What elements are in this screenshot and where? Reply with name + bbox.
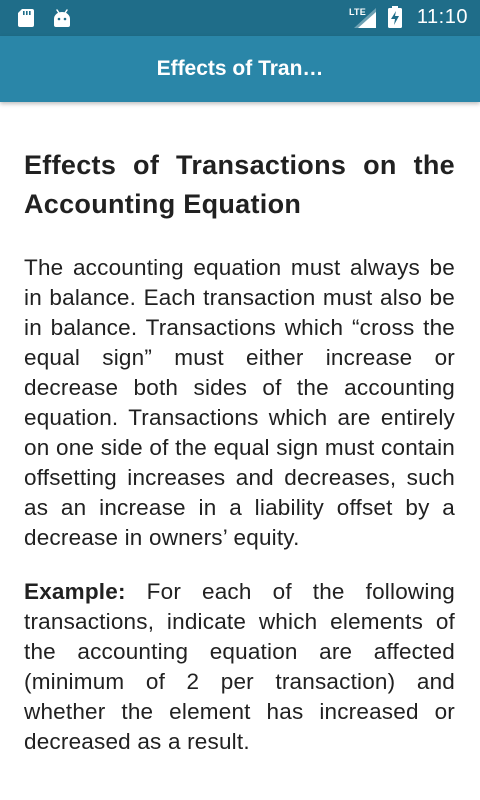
example-text: For each of the following transactions, indicate which elements of the accounting equation are affected (minimum of 2 per transaction) and whether the element has increased or decreased as a result. — [24, 579, 455, 754]
example-label: Example: — [24, 579, 126, 604]
article-heading: Effects of Transactions on the Accounting Equation — [24, 150, 455, 219]
status-clock: 11:10 — [416, 6, 468, 28]
article-content — [24, 146, 455, 757]
android-icon — [52, 8, 72, 28]
article-paragraph-example — [24, 577, 455, 757]
signal-icon — [354, 8, 376, 28]
sd-card-icon — [16, 8, 36, 28]
article-paragraph-balance: The accounting equation must always be in balance. Each transaction must also be in balance. Transactions which “cross the equal sign” must either increase or decrease both sides of the accounting equation. Transactions which are entirely on one side of the equal sign must contain offsetting increases and decreases, such as an increase in a liability offset by a decrease in owners’ equity. — [24, 255, 455, 550]
app-bar — [0, 36, 480, 102]
status-bar — [0, 0, 480, 36]
app-bar-title: Effects of Tran… — [156, 57, 324, 80]
network-type-label: LTE — [349, 7, 366, 17]
battery-charging-icon — [388, 6, 402, 28]
